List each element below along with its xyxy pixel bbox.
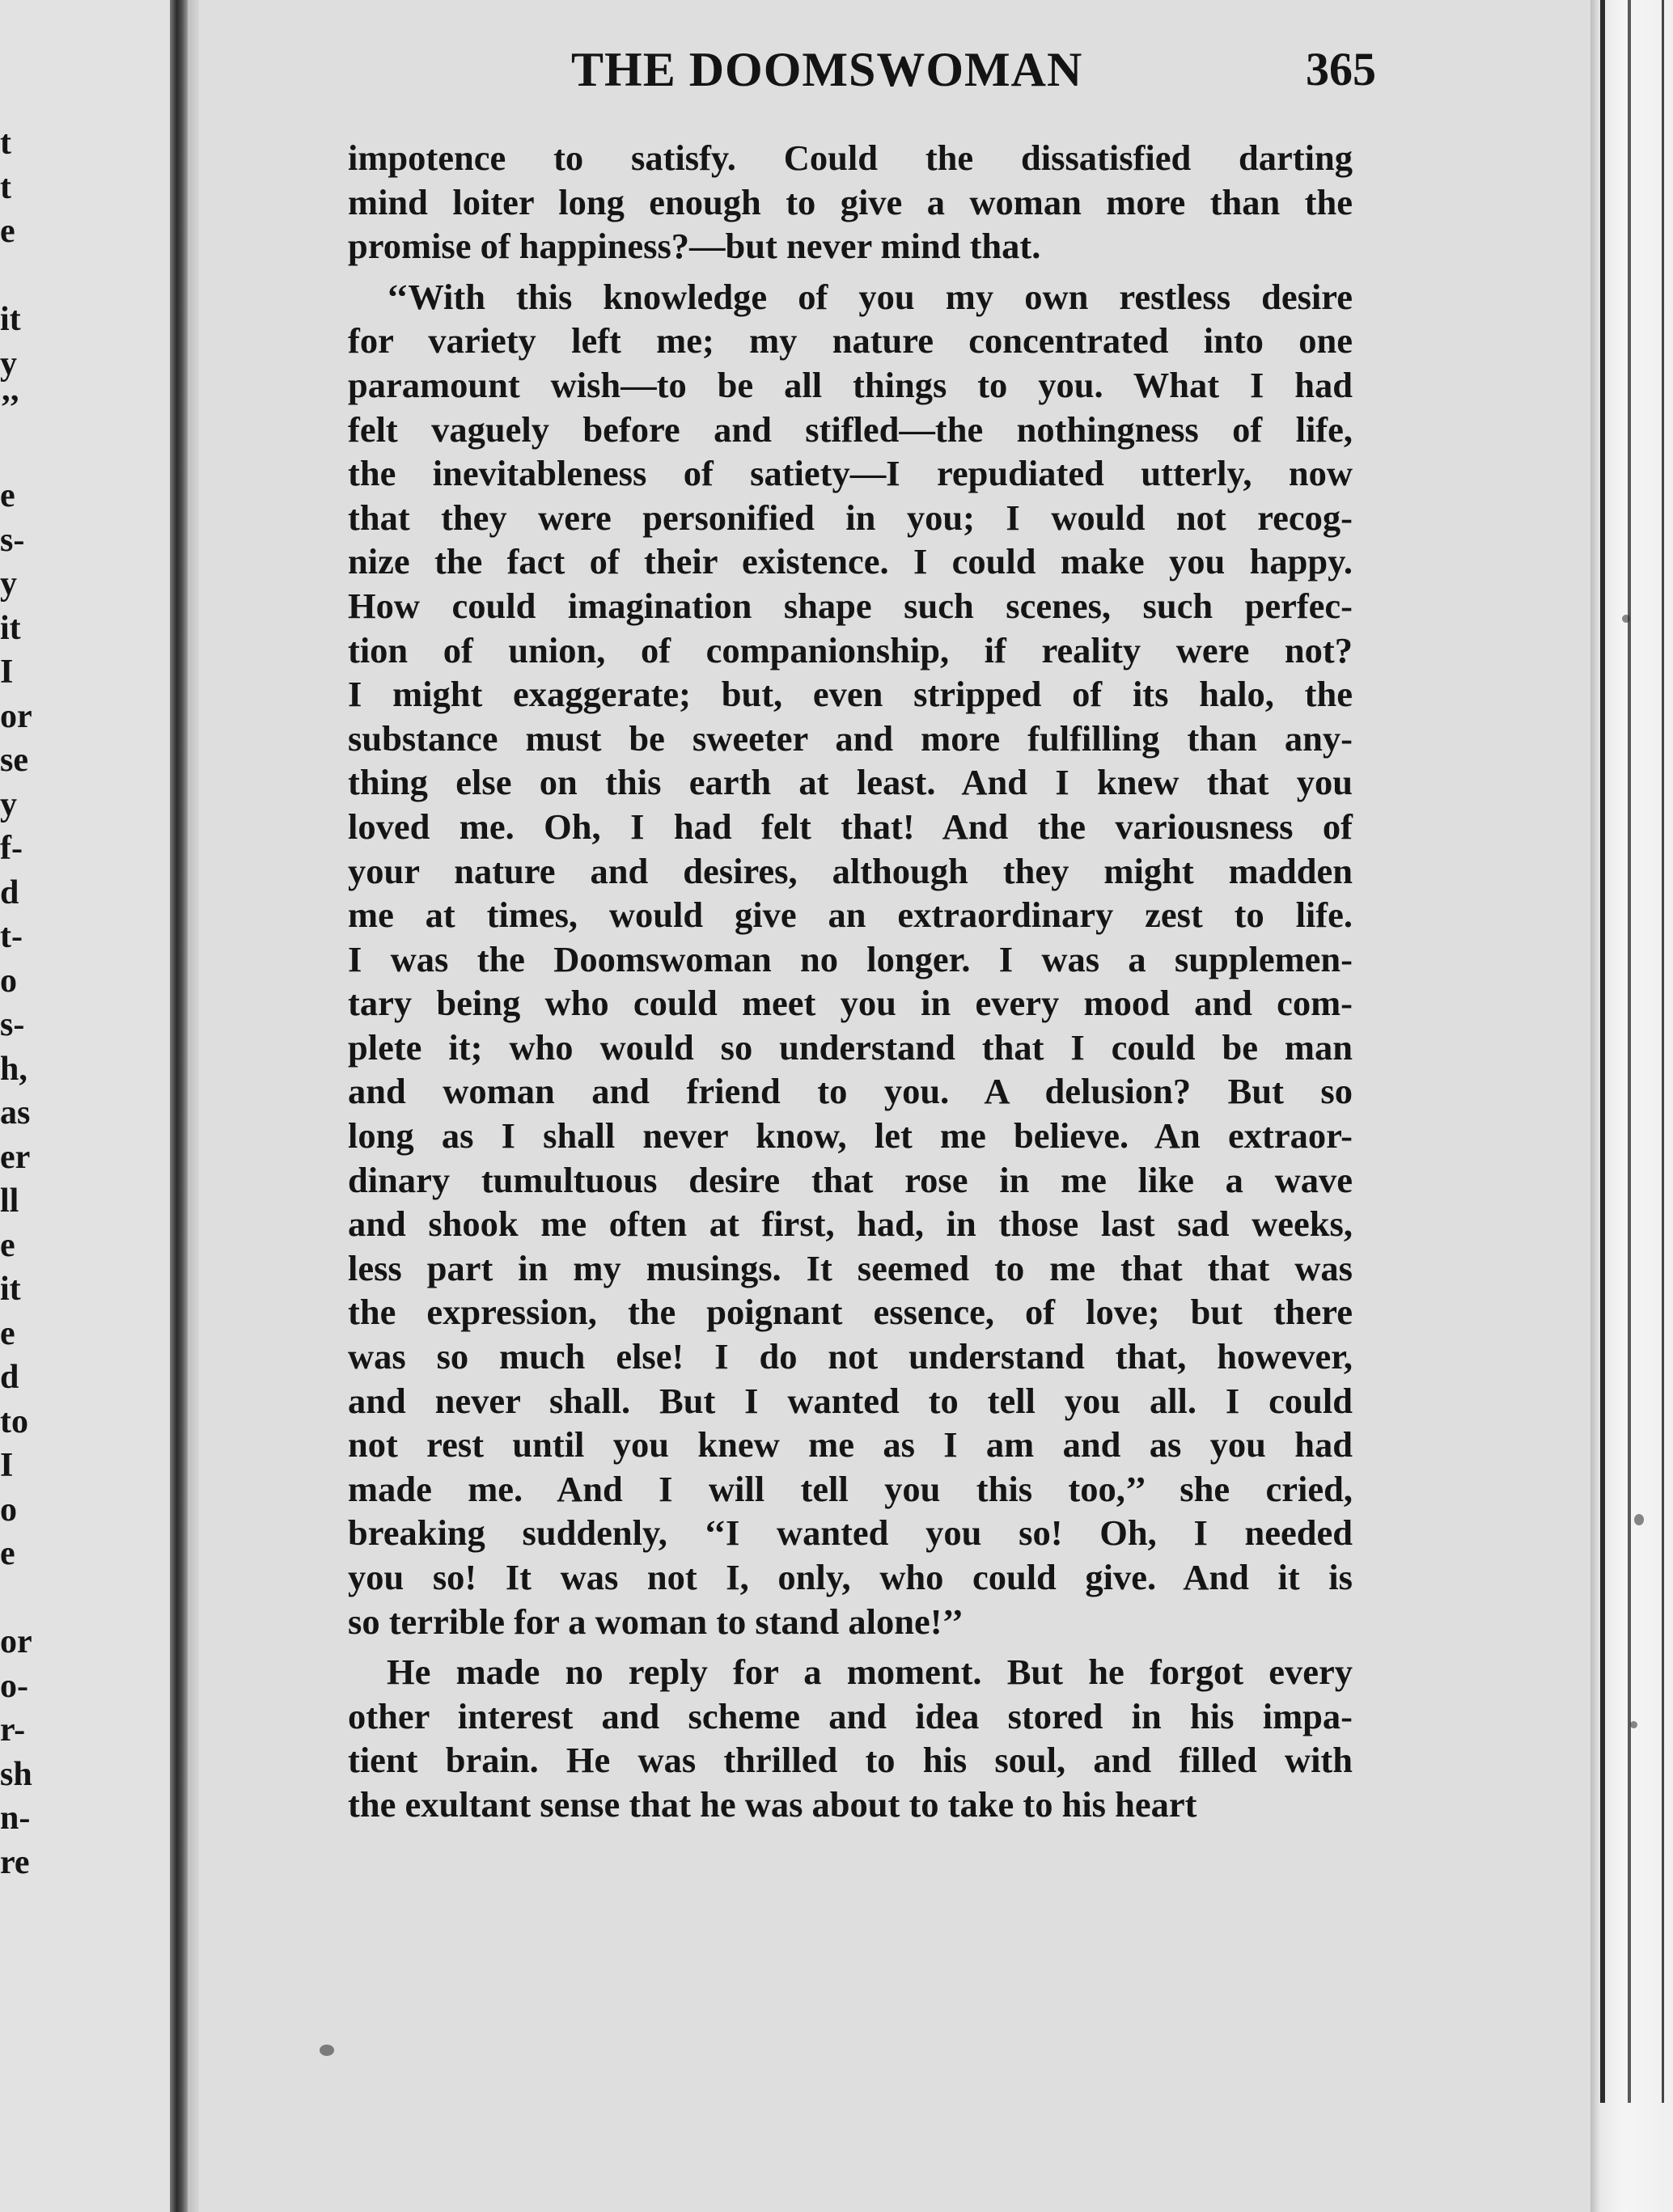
text-line: that they were personified in you; I would not recog- — [348, 497, 1353, 538]
book-gutter — [170, 0, 188, 2212]
fragment-line: to — [0, 1402, 28, 1440]
text-line: made me. And I will tell you this too,’’ she cried, — [348, 1468, 1353, 1509]
fragment-line: e — [0, 1535, 15, 1572]
facing-page-text-fragments — [0, 121, 49, 1884]
page-body-text — [348, 136, 1353, 1827]
text-line: dinary tumultuous desire that rose in me like a wave — [348, 1159, 1353, 1200]
text-line: paramount wish—to be all things to you. What I had — [348, 364, 1353, 405]
edge-line — [1600, 0, 1605, 2103]
fragment-line: or — [0, 1623, 32, 1660]
facing-page-edge — [0, 0, 174, 2212]
paragraph-gap — [348, 1643, 1353, 1650]
fragment-line: o — [0, 962, 17, 1000]
fragment-line: h, — [0, 1050, 28, 1088]
text-line: mind loiter long enough to give a woman more than the — [348, 181, 1353, 222]
text-line: and woman and friend to you. A delusion? But so — [348, 1071, 1353, 1112]
text-line: other interest and scheme and idea stored in his impa- — [348, 1695, 1353, 1736]
fragment-line: t- — [0, 918, 23, 955]
fragment-line: as — [0, 1094, 31, 1131]
text-line: me at times, would give an extraordinary zest to life. — [348, 895, 1353, 936]
fragment-line: t — [0, 168, 11, 206]
text-line: tion of union, of companionship, if reality were not? — [348, 629, 1353, 670]
scan-speck — [1634, 1514, 1644, 1525]
fragment-line: o- — [0, 1667, 28, 1705]
fragment-line: I — [0, 653, 14, 691]
fragment-line: it — [0, 609, 21, 647]
fragment-line: d — [0, 1359, 19, 1396]
paragraph-gap — [348, 269, 1353, 275]
running-title: THE DOOMSWOMAN — [571, 43, 1083, 96]
text-line: less part in my musings. It seemed to me that that was — [348, 1247, 1353, 1288]
fragment-line: er — [0, 1138, 31, 1176]
text-line: and shook me often at first, had, in those last sad weeks, — [348, 1203, 1353, 1245]
fragment-line: s- — [0, 1006, 25, 1043]
text-line: was so much else! I do not understand that, however, — [348, 1336, 1353, 1377]
text-line: tary being who could meet you in every mood and com- — [348, 983, 1353, 1024]
text-line: felt vaguely before and stifled—the nothingness of life, — [348, 408, 1353, 450]
text-line: promise of happiness?—but never mind that. — [348, 226, 1041, 267]
text-line: impotence to satisfy. Could the dissatisfied darting — [348, 137, 1353, 178]
text-line: so terrible for a woman to stand alone!’’ — [348, 1601, 964, 1642]
text-line: plete it; who would so understand that I could be man — [348, 1026, 1353, 1068]
paragraph — [348, 136, 1353, 269]
text-line: your nature and desires, although they might madden — [348, 850, 1353, 891]
scan-speck — [1630, 1721, 1637, 1728]
text-line: loved me. Oh, I had felt that! And the variousness of — [348, 806, 1353, 847]
fragment-line: ll — [0, 1182, 19, 1220]
fragment-line: t — [0, 125, 11, 162]
fragment-line: e — [0, 477, 15, 514]
fragment-line — [0, 1576, 49, 1621]
fragment-line: e — [0, 1314, 15, 1352]
fragment-line: re — [0, 1843, 30, 1881]
text-line: the inevitableness of satiety—I repudiated utterly, now — [348, 453, 1353, 494]
fragment-line: n- — [0, 1800, 31, 1837]
text-line: How could imagination shape such scenes, such perfec- — [348, 585, 1353, 626]
text-line: not rest until you knew me as I am and as you had — [348, 1424, 1353, 1466]
page-number: 365 — [1306, 43, 1376, 95]
fragment-line: y — [0, 565, 17, 603]
fragment-line: it — [0, 1271, 21, 1308]
fragment-line: o — [0, 1491, 17, 1529]
fragment-line: it — [0, 301, 21, 338]
paragraph — [348, 275, 1353, 1643]
text-line: He made no reply for a moment. But he forgot every — [387, 1652, 1353, 1693]
fragment-line: or — [0, 697, 32, 735]
fragment-line: y — [0, 345, 17, 383]
text-line: for variety left me; my nature concentrated into one — [348, 320, 1353, 362]
fragment-line: f- — [0, 830, 23, 867]
scan-speck — [1622, 615, 1630, 623]
fragment-line: e — [0, 1226, 15, 1264]
fragment-line: d — [0, 873, 19, 911]
fragment-line: e — [0, 213, 15, 250]
text-line: nize the fact of their existence. I could make you happy. — [348, 541, 1353, 582]
text-line: tient brain. He was thrilled to his soul, and filled with — [348, 1740, 1353, 1781]
fragment-line — [0, 430, 49, 475]
text-line: ‘‘With this knowledge of you my own restless desire — [387, 276, 1353, 317]
edge-line — [1662, 0, 1664, 2103]
fragment-line: se — [0, 742, 28, 779]
fragment-line: s- — [0, 521, 25, 559]
text-line: substance must be sweeter and more fulfilling than any- — [348, 717, 1353, 759]
fragment-line: y — [0, 785, 17, 823]
fragment-line — [0, 254, 49, 298]
text-line: you so! It was not I, only, who could give. And it is — [348, 1557, 1353, 1597]
running-head — [571, 42, 1620, 99]
fragment-line: sh — [0, 1755, 32, 1793]
text-line: and never shall. But I wanted to tell you all. I could — [348, 1380, 1353, 1421]
fragment-line: ’’ — [0, 389, 20, 426]
text-line: thing else on this earth at least. And I knew that you — [348, 762, 1353, 803]
gutter-shadow — [188, 0, 199, 2212]
fragment-line: r- — [0, 1711, 26, 1749]
paragraph — [348, 1650, 1353, 1826]
text-line: the exultant sense that he was about to take to his heart — [348, 1783, 1197, 1825]
text-line: the expression, the poignant essence, of love; but there — [348, 1292, 1353, 1333]
scan-speck — [320, 2045, 334, 2056]
page-edge-right — [1590, 0, 1673, 2212]
text-line: breaking suddenly, ‘‘I wanted you so! Oh, I needed — [348, 1512, 1353, 1554]
edge-line — [1628, 0, 1631, 2103]
text-line: I was the Doomswoman no longer. I was a supplemen- — [348, 938, 1353, 979]
text-line: long as I shall never know, let me believe. An extraor- — [348, 1115, 1353, 1157]
text-line: I might exaggerate; but, even stripped of its halo, the — [348, 674, 1353, 715]
fragment-line: I — [0, 1447, 14, 1484]
